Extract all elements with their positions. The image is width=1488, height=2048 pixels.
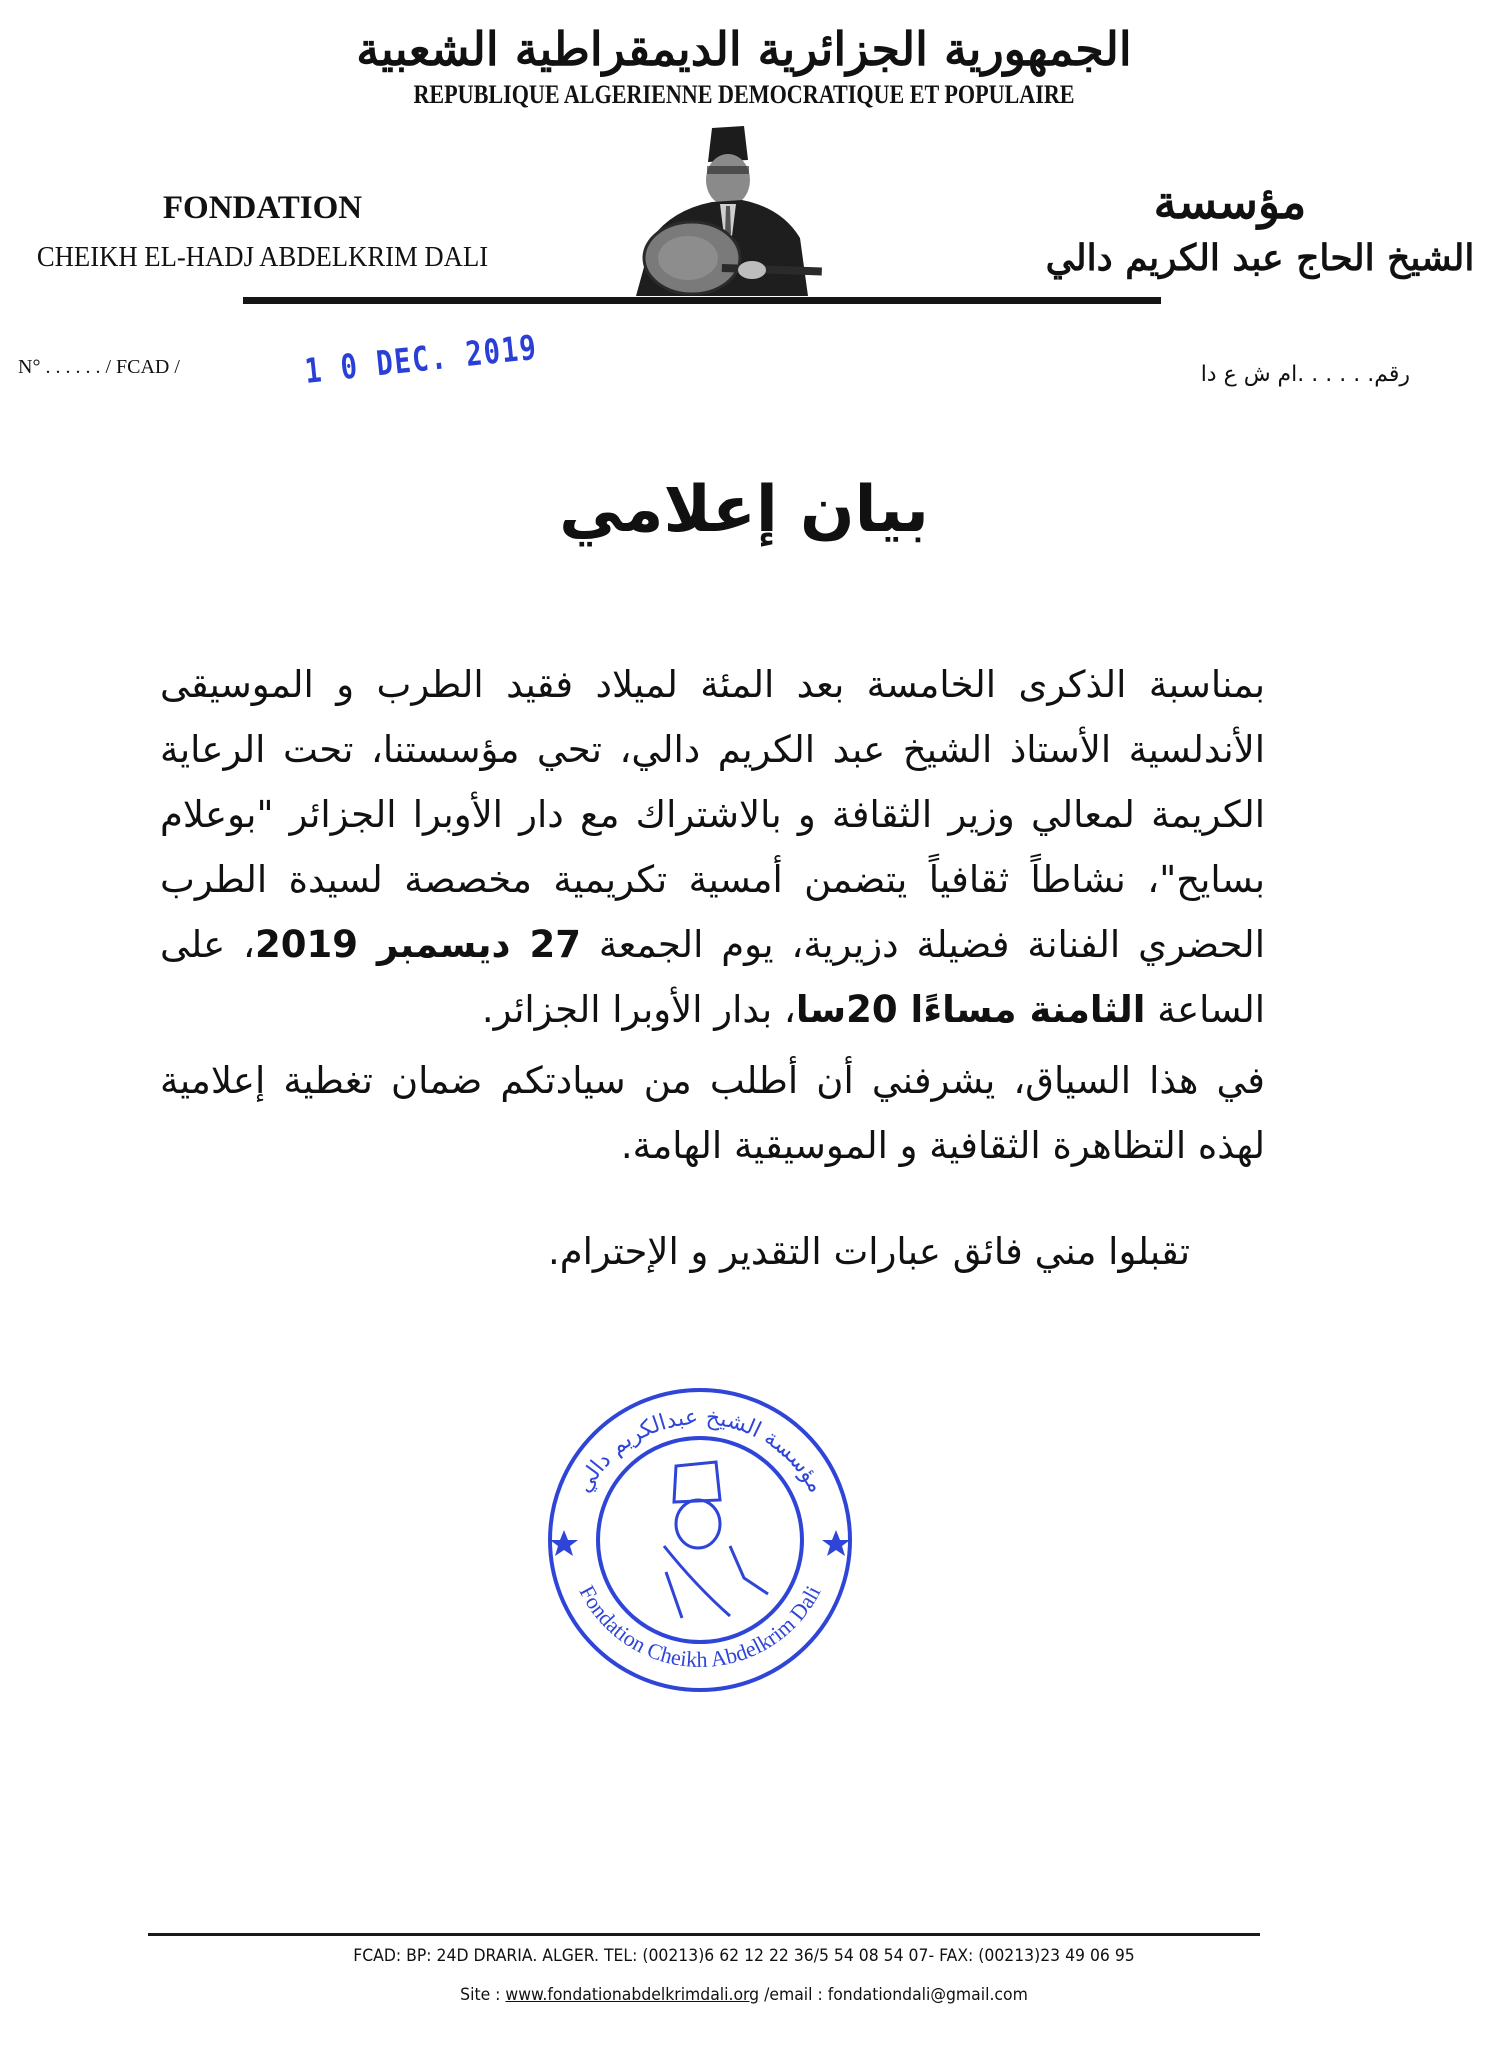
event-time: الثامنة مساءًا 20سا bbox=[795, 988, 1146, 1031]
site-label: Site : bbox=[460, 1985, 506, 2005]
footer-contact bbox=[60, 1984, 1429, 2006]
portrait-oud-player-icon bbox=[612, 118, 842, 304]
footer-address: FCAD: BP: 24D DRARIA. ALGER. TEL: (00213)6 62 12 22 36/5 54 08 54 07- FAX: (00213)23 49 06 95 bbox=[353, 1946, 1135, 1966]
seal-star-icon bbox=[822, 1530, 850, 1556]
seal-arabic-textpath: مؤسسة الشيخ عبدالكريم دالي bbox=[571, 1404, 829, 1498]
paragraph-1-text: بمناسبة الذكرى الخامسة بعد المئة لميلاد فقيد الطرب و الموسيقى الأندلسية الأستاذ الشيخ عبد الكريم دالي، تحي مؤسستنا، تحت الرعاية الكريمة لمعالي وزير الثقافة و بالاشتراك مع دار الأوبرا الجزائر "بوعلام بسايح"، نشاطاً ثقافياً يتضمن أمسية تكريمية مخصصة لسيدة الطرب الحضري الفنانة فضيلة دزيرية، يوم الجمعة bbox=[160, 663, 1265, 966]
seal-french-textpath: Fondation Cheikh Abdelkrim Dali bbox=[574, 1581, 826, 1673]
body-paragraph-2: في هذا السياق، يشرفني أن أطلب من سيادتكم ضمان تغطية إعلامية لهذه التظاهرة الثقافية و الموسيقية الهامة. bbox=[160, 1059, 1265, 1167]
foundation-seal bbox=[530, 1380, 870, 1700]
foundation-name-arabic: الشيخ الحاج عبد الكريم دالي bbox=[1045, 237, 1475, 279]
foundation-title-arabic: مؤسسة bbox=[1153, 175, 1307, 229]
website-link[interactable]: www.fondationabdelkrimdali.org bbox=[505, 1985, 760, 2005]
reference-number-arabic: رقم. . . . . .ام ش ع دا bbox=[1200, 362, 1410, 387]
email-label: /email : bbox=[759, 1985, 828, 2005]
date-stamp: 1 0 DEC. 2019 bbox=[302, 327, 540, 392]
seal-stamp-icon bbox=[530, 1380, 870, 1700]
body-paragraph-1 bbox=[160, 652, 1265, 1042]
seal-portrait-icon bbox=[664, 1462, 768, 1618]
closing-salutation: تقبلوا مني فائق عبارات التقدير و الإحترام. bbox=[547, 1230, 1190, 1273]
paragraph-1-text-end: ، بدار الأوبرا الجزائر. bbox=[481, 988, 796, 1031]
republic-name-arabic: الجمهورية الجزائرية الديمقراطية الشعبية bbox=[356, 22, 1132, 76]
paragraph-1-text-cont: ، على الساعة bbox=[160, 923, 1265, 1031]
event-date: 27 ديسمبر 2019 bbox=[255, 923, 581, 966]
footer-divider bbox=[148, 1933, 1260, 1936]
email-address[interactable]: fondationdali@gmail.com bbox=[827, 1985, 1028, 2005]
reference-number-french: N° . . . . . . / FCAD / bbox=[18, 356, 180, 378]
foundation-name-french: CHEIKH EL-HADJ ABDELKRIM DALI bbox=[36, 241, 489, 273]
seal-star-icon bbox=[550, 1530, 578, 1556]
republic-name-french: REPUBLIQUE ALGERIENNE DEMOCRATIQUE ET POPULAIRE bbox=[413, 80, 1075, 109]
foundation-title-french: FONDATION bbox=[162, 190, 363, 226]
document-title: بيان إعلامي bbox=[559, 473, 929, 547]
portrait-illustration bbox=[612, 118, 842, 304]
header-divider bbox=[243, 297, 1161, 304]
